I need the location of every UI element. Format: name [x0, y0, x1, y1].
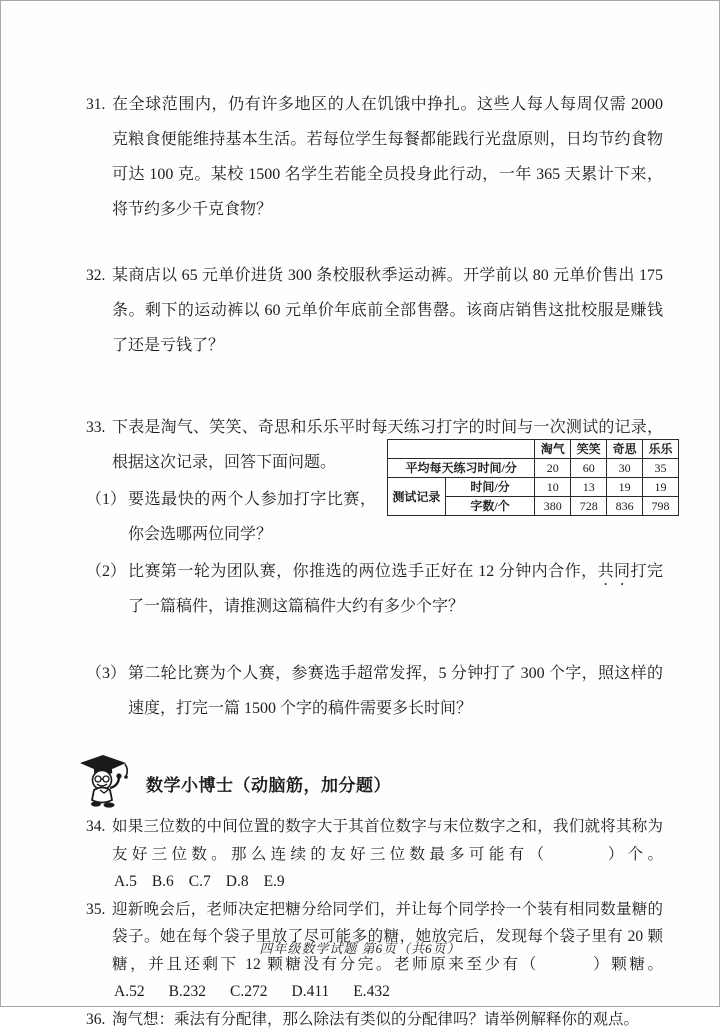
bonus-section-title: 数学小博士（动脑筋，加分题） [146, 771, 391, 796]
table-row [388, 459, 679, 478]
answer-option: D.411 [292, 978, 330, 1006]
emphasized-text: 共同 [598, 563, 631, 580]
question-number: 32. [86, 258, 112, 293]
question-33-part-2 [86, 554, 663, 624]
answer-options [112, 873, 285, 890]
table-row [388, 478, 679, 497]
question-text: 在全球范围内，仍有许多地区的人在饥饿中挣扎。这些人每人每周仅需 2000 克粮食便能维持基本生活。若每位学生每餐都能践行光盘原则，日均节约食物可达 100 克。某校 1500 名学生若能全员投身此行动，一年 365 天累计下来，将节约多少千克食物？ [112, 87, 663, 227]
question-33-part-3 [86, 656, 663, 726]
answer-option: E.432 [353, 978, 390, 1006]
question-number: 36. [86, 1006, 112, 1033]
bonus-section-header [86, 755, 663, 811]
answer-option: B.232 [169, 978, 206, 1006]
answer-option: A.5 [114, 868, 137, 896]
column-header: 笑笑 [571, 440, 607, 459]
answer-option: B.6 [152, 868, 174, 896]
table-cell: 35 [643, 459, 679, 478]
answer-option: A.52 [114, 978, 145, 1006]
question-36 [86, 1006, 663, 1033]
table-cell: 20 [535, 459, 571, 478]
question-stem: 迎新晚会后，老师决定把糖分给同学们，并让每个同学拎一个装有相同数量糖的袋子。她在每个袋子里放了尽可能多的糖，她放完后，发现每个袋子里有 20 颗糖，并且还剩下 12 颗糖没有分完。老师原来至少有（ ）颗糖。 [112, 901, 663, 973]
column-header: 淘气 [535, 440, 571, 459]
scholar-cartoon-icon [76, 754, 134, 813]
answer-option: C.7 [189, 868, 211, 896]
paper-content [1, 1, 719, 1033]
question-32 [86, 258, 663, 363]
question-number: 34. [86, 813, 112, 841]
question-text: 下表是淘气、笑笑、奇思和乐乐平时每天练习打字的时间与一次测试的记录，根据这次记录，回答下面问题。 [112, 410, 663, 480]
part-text-after: 打完了一篇稿件，请推测这篇稿件大约有多少个字？ [128, 563, 663, 615]
table-cell: 13 [571, 478, 607, 497]
table-cell: 10 [535, 478, 571, 497]
part-label: （3） [86, 656, 128, 726]
row-label: 平均每天练习时间/分 [388, 459, 535, 478]
answer-option: D.8 [226, 868, 249, 896]
question-number: 33. [86, 410, 112, 480]
column-header: 乐乐 [643, 440, 679, 459]
question-text: 某商店以 65 元单价进货 300 条校服秋季运动裤。开学前以 80 元单价售出 175 条。剩下的运动裤以 60 元单价年底前全部售罄。该商店销售这批校服是赚钱了还是亏钱了？ [112, 258, 663, 363]
question-text: 淘气想：乘法有分配律，那么除法有类似的分配律吗？请举例解释你的观点。 [112, 1006, 663, 1033]
part-text-before: 比赛第一轮为团队赛，你推选的两位选手正好在 12 分钟内合作， [128, 563, 598, 580]
table-cell: 19 [607, 478, 643, 497]
table-cell: 728 [571, 497, 607, 516]
row-label: 字数/个 [445, 497, 535, 516]
answer-options [112, 983, 390, 1000]
question-number: 35. [86, 896, 112, 924]
question-number: 31. [86, 87, 112, 122]
table-cell: 798 [643, 497, 679, 516]
part-label: （1） [86, 482, 128, 552]
question-31 [86, 87, 663, 227]
answer-option: E.9 [264, 868, 285, 896]
part-text [128, 554, 663, 624]
table-cell: 19 [643, 478, 679, 497]
page-footer: 四年级数学试题 第6页（共6页） [1, 938, 719, 957]
answer-option: C.272 [230, 978, 267, 1006]
part-text: 要选最快的两个人参加打字比赛，你会选哪两位同学？ [128, 482, 376, 552]
column-header: 奇思 [607, 440, 643, 459]
table-cell: 30 [607, 459, 643, 478]
row-group-label: 测试记录 [388, 478, 446, 516]
typing-record-table [387, 439, 679, 516]
table-cell: 60 [571, 459, 607, 478]
table-corner-cell [388, 440, 535, 459]
question-stem: 如果三位数的中间位置的数字大于其首位数字与末位数字之和，我们就将其称为友好三位数。那么连续的友好三位数最多可能有（ ）个。 [112, 818, 663, 863]
table-cell: 380 [535, 497, 571, 516]
question-text [112, 813, 663, 896]
question-34 [86, 813, 663, 896]
table-cell: 836 [607, 497, 643, 516]
part-text: 第二轮比赛为个人赛，参赛选手超常发挥，5 分钟打了 300 个字，照这样的速度，打完一篇 1500 个字的稿件需要多长时间？ [128, 656, 663, 726]
table-row [388, 440, 679, 459]
row-label: 时间/分 [445, 478, 535, 497]
question-33 [86, 410, 663, 726]
part-label: （2） [86, 554, 128, 624]
